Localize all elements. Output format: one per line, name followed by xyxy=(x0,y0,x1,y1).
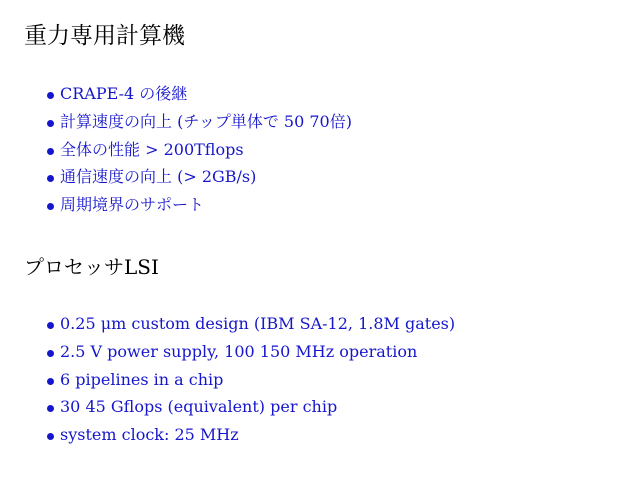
list-item xyxy=(47,163,352,191)
feature-list xyxy=(47,80,352,219)
bullet-icon xyxy=(47,92,54,99)
list-item-text: 通信速度の向上 (> 2GB/s) xyxy=(60,167,257,187)
list-item xyxy=(47,338,455,366)
list-item-text: 30 45 Gflops (equivalent) per chip xyxy=(60,397,338,417)
list-item-text: 6 pipelines in a chip xyxy=(60,369,224,389)
list-item xyxy=(47,310,455,338)
list-item-text: 周期境界のサポート xyxy=(60,195,205,214)
list-item-text: 0.25 μm custom design (IBM SA-12, 1.8M gates) xyxy=(60,314,456,333)
list-item xyxy=(47,421,455,449)
section-title-processor-lsi: プロセッサLSI xyxy=(24,255,159,279)
list-item-text: system clock: 25 MHz xyxy=(60,425,239,444)
bullet-icon xyxy=(47,175,54,182)
list-item xyxy=(47,366,455,394)
list-item xyxy=(47,191,352,219)
bullet-icon xyxy=(47,378,54,385)
list-item-text: CRAPE-4 の後継 xyxy=(60,84,188,103)
list-item xyxy=(47,136,352,164)
list-item xyxy=(47,108,352,136)
list-item-text: 計算速度の向上 (チップ単体で 50 70倍) xyxy=(60,111,352,131)
bullet-icon xyxy=(47,350,54,357)
bullet-icon xyxy=(47,433,54,440)
spec-list xyxy=(47,310,455,449)
list-item-text: 全体の性能 > 200Tflops xyxy=(60,139,244,159)
list-item-text: 2.5 V power supply, 100 150 MHz operation xyxy=(60,341,418,361)
section-title-special-purpose-computer: 重力専用計算機 xyxy=(24,23,185,49)
bullet-icon xyxy=(47,322,54,329)
bullet-icon xyxy=(47,405,54,412)
list-item xyxy=(47,80,352,108)
bullet-icon xyxy=(47,120,54,127)
list-item xyxy=(47,393,455,421)
bullet-icon xyxy=(47,203,54,210)
bullet-icon xyxy=(47,148,54,155)
